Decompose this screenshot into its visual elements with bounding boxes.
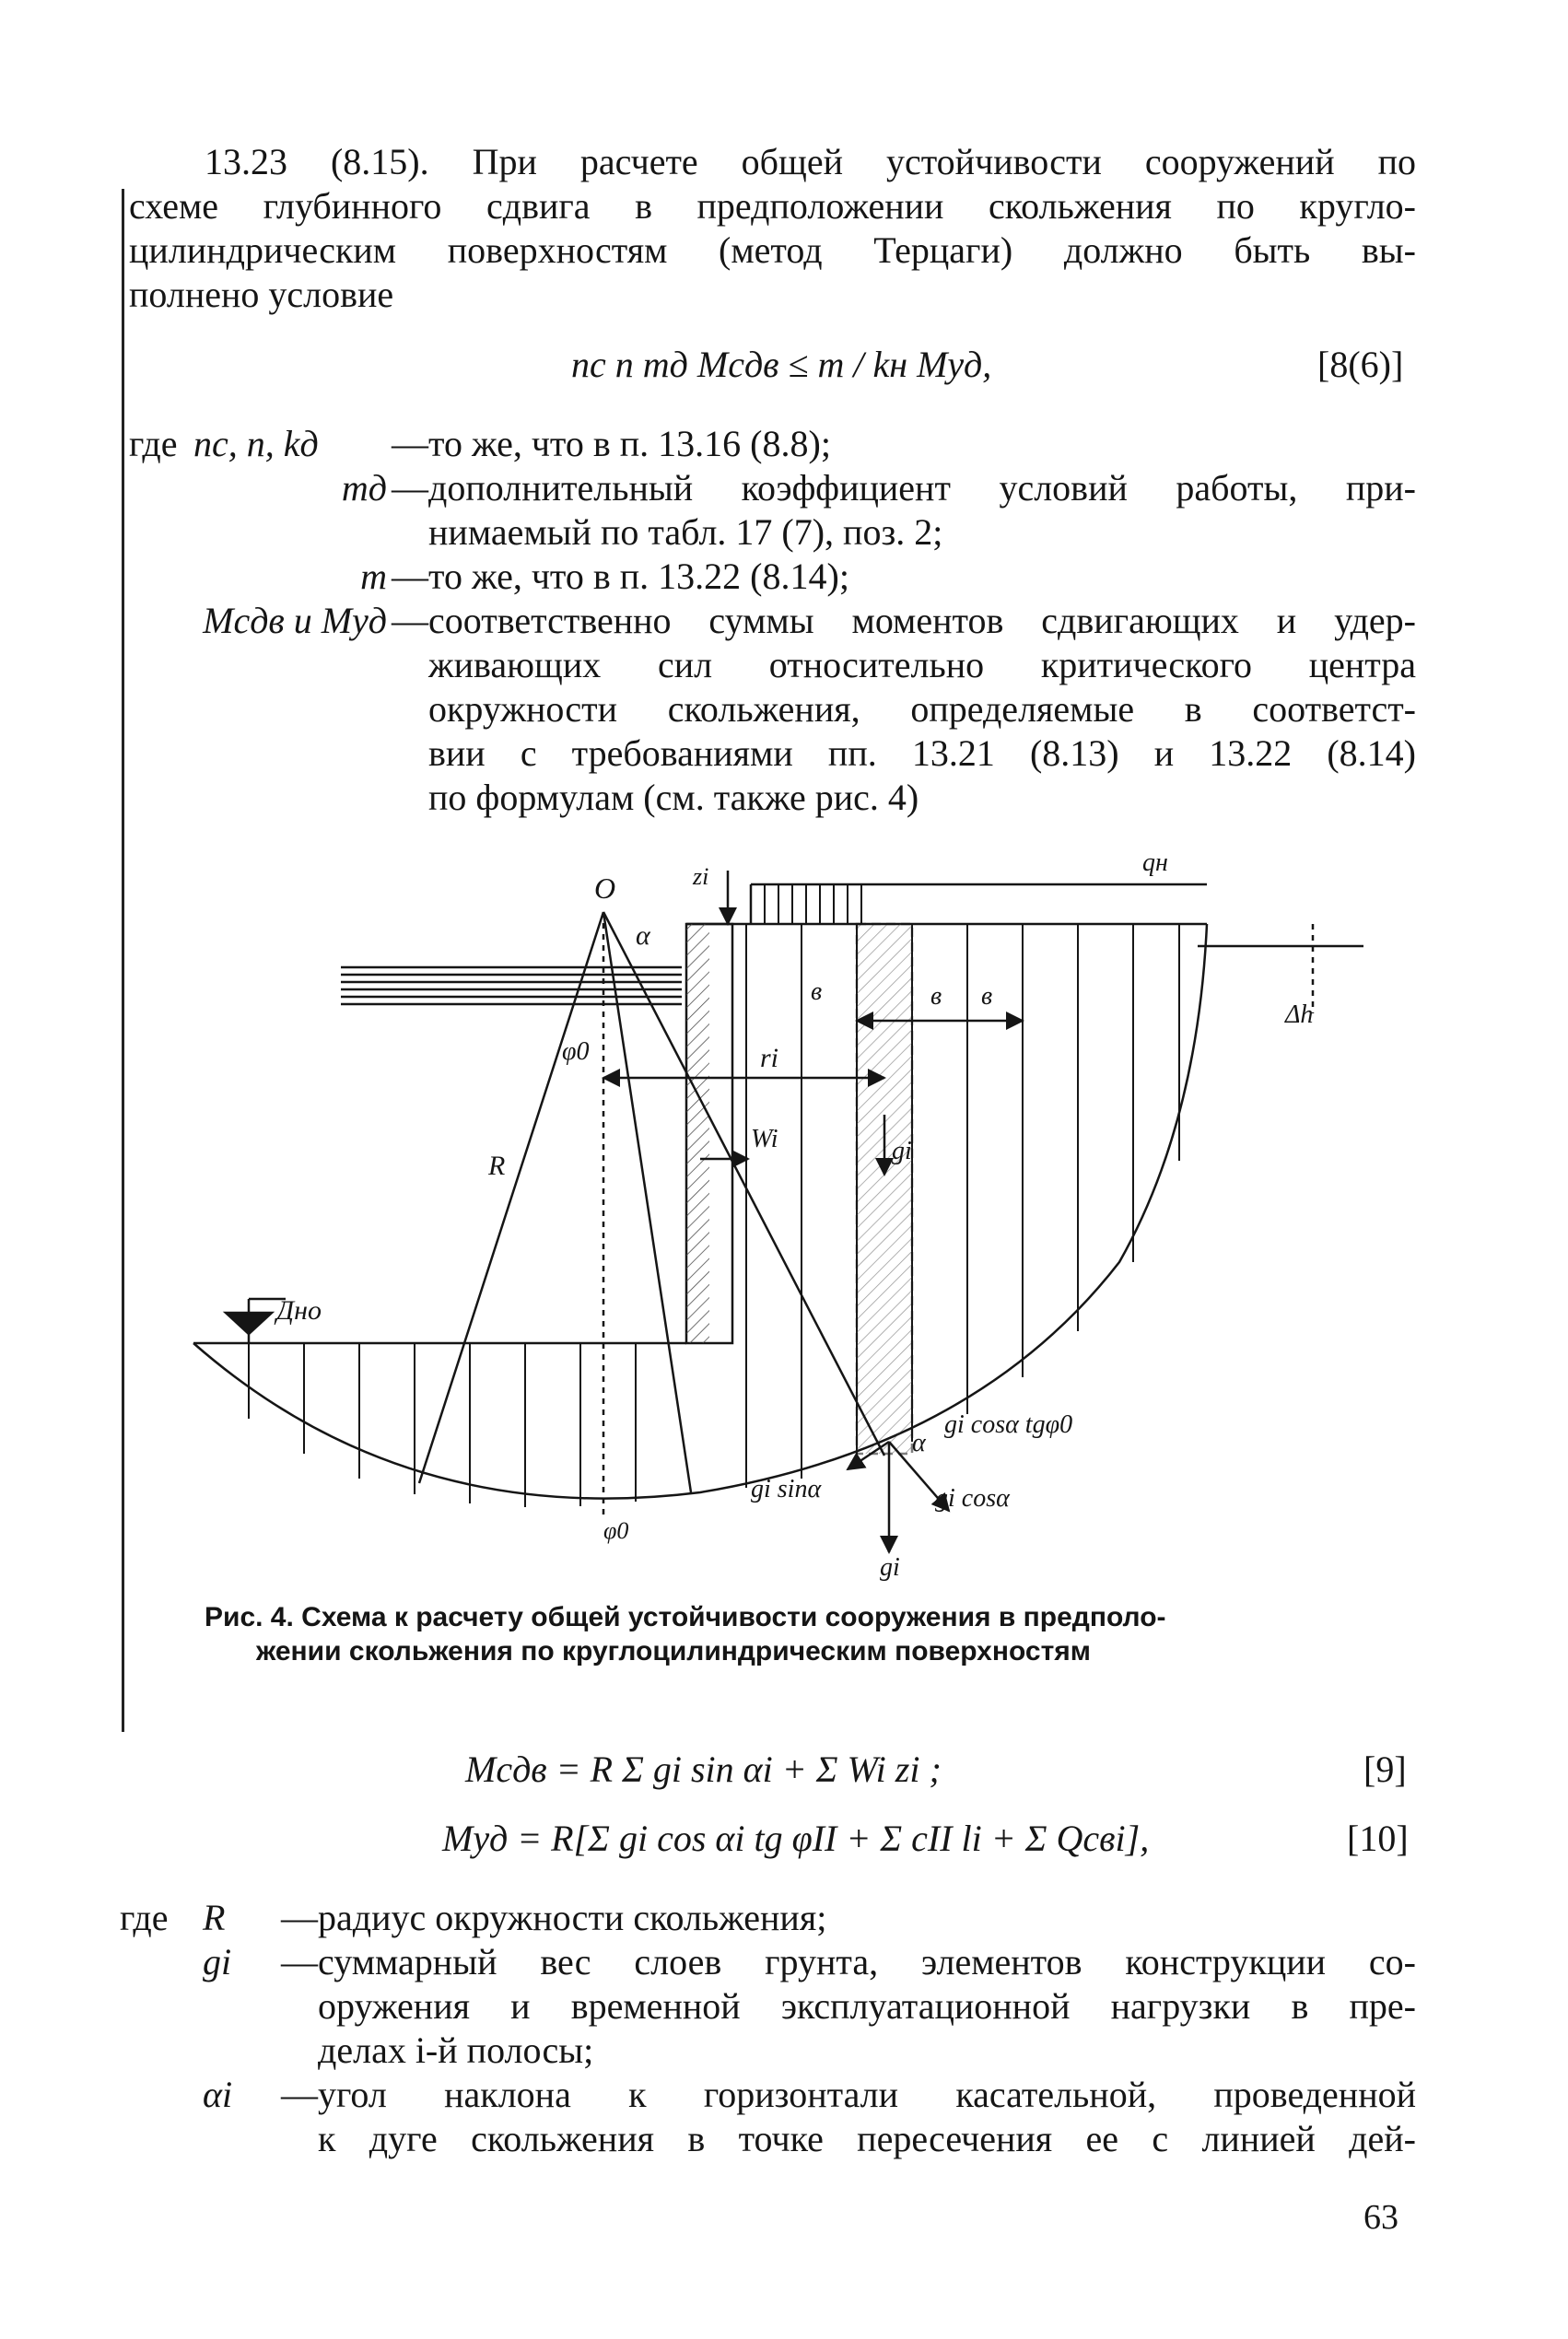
formula-10-number: [10] — [1347, 1818, 1409, 1859]
label-ri: ri — [760, 1043, 779, 1073]
def-term-md: mд — [341, 467, 387, 509]
label-phi0: φ0 — [562, 1037, 590, 1066]
def-text-7b: к дуге скольжения в точке пересечения ее с линией дей- — [318, 2118, 1416, 2159]
def-text-5: радиус окружности скольжения; — [318, 1897, 827, 1938]
label-gi-bottom: gi — [880, 1553, 900, 1582]
def-text-3: то же, что в п. 13.22 (8.14); — [428, 556, 849, 597]
formula-8-6-text: nc n mд Mсдв ≤ m / kн Mуд, — [571, 344, 992, 385]
def-text-2b: нимаемый по табл. 17 (7), поз. 2; — [428, 511, 943, 553]
paragraph-line-3: цилиндрическим поверхностям (метод Терцаги) должно быть вы- — [129, 229, 1416, 271]
def-dash-2: — — [392, 467, 428, 509]
label-gi-cos-tg: gi cosα tgφ0 — [944, 1410, 1073, 1439]
label-zi: zi — [693, 863, 709, 890]
figure-caption-line-1: Рис. 4. Схема к расчету общей устойчивости сооружения в предполо- — [205, 1602, 1166, 1632]
label-dh: Δh — [1285, 1000, 1314, 1029]
where-intro-1: где — [129, 423, 178, 464]
label-wi: Wi — [751, 1125, 778, 1153]
def-term-alpha-i: αi — [203, 2074, 233, 2115]
def-text-1: то же, что в п. 13.16 (8.8); — [428, 423, 831, 464]
def-text-4d: вии с требованиями пп. 13.21 (8.13) и 13.22 (8.14) — [428, 732, 1416, 774]
label-b-3: в — [981, 982, 993, 1011]
def-text-6a: суммарный вес слоев грунта, элементов конструкции со- — [318, 1941, 1416, 1982]
def-dash-3: — — [392, 556, 428, 597]
label-O: O — [594, 871, 616, 905]
bottom-triangle — [226, 1313, 272, 1334]
label-alpha2: α — [912, 1429, 926, 1457]
def-term-R: R — [203, 1897, 226, 1938]
formula-8-6-number: [8(6)] — [1317, 344, 1404, 385]
def-text-4c: окружности скольжения, определяемые в соответст- — [428, 688, 1416, 730]
def-text-2a: дополнительный коэффициент условий работы, при- — [428, 467, 1416, 509]
label-b-1: в — [811, 977, 823, 1006]
label-b-2: в — [930, 982, 942, 1011]
paragraph-line-4: полнено условие — [129, 274, 394, 315]
def-dash-1: — — [392, 423, 428, 464]
label-q: qн — [1142, 848, 1168, 877]
paragraph-line-1: 13.23 (8.15). При расчете общей устойчивости сооружений по — [205, 141, 1416, 182]
wall-pressure-hatch — [686, 924, 709, 1343]
where-intro-2: где — [120, 1897, 169, 1938]
formula-9-number: [9] — [1363, 1748, 1407, 1790]
def-dash-6: — — [281, 1941, 318, 1982]
def-text-4b: живающих сил относительно критического центра — [428, 644, 1416, 685]
figure-caption-line-2: жении скольжения по круглоцилиндрическим поверхностям — [256, 1636, 1091, 1667]
def-dash-4: — — [392, 600, 428, 641]
def-text-4a: соответственно суммы моментов сдвигающих и удер- — [428, 600, 1416, 641]
label-phi0-bottom: φ0 — [603, 1517, 629, 1544]
label-R: R — [488, 1151, 506, 1181]
slice-i — [857, 924, 912, 1454]
def-dash-7: — — [281, 2074, 318, 2115]
label-bottom: Дно — [276, 1295, 322, 1326]
def-term-msdv-mud: Mсдв и Mуд — [203, 600, 387, 641]
def-term-gi: gi — [203, 1941, 232, 1982]
page-number: 63 — [1363, 2198, 1398, 2237]
formula-10: Mуд = R[Σ gi cos αi tg φII + Σ cII li + Σ Qсвi], — [442, 1818, 1150, 1859]
label-gi: gi — [892, 1137, 912, 1165]
def-text-6b: оружения и временной эксплуатационной нагрузки в пре- — [318, 1985, 1416, 2027]
def-text-4e: по формулам (см. также рис. 4) — [428, 777, 919, 818]
formula-9: Mсдв = R Σ gi sin αi + Σ Wi zi ; — [465, 1748, 942, 1790]
paragraph-line-2: схеме глубинного сдвига в предположении скольжения по кругло- — [129, 185, 1416, 227]
def-text-6c: делах i-й полосы; — [318, 2029, 594, 2071]
def-dash-5: — — [281, 1897, 318, 1938]
radius-line-right — [603, 912, 884, 1456]
label-gi-cos: gi cosα — [935, 1484, 1010, 1513]
def-term-nc-n-kd: nc, n, kд — [193, 423, 319, 464]
label-alpha: α — [636, 920, 650, 951]
def-term-m: m — [360, 556, 387, 597]
label-gi-sin: gi sinα — [751, 1475, 822, 1503]
def-text-7a: угол наклона к горизонтали касательной, проведенной — [318, 2074, 1416, 2115]
